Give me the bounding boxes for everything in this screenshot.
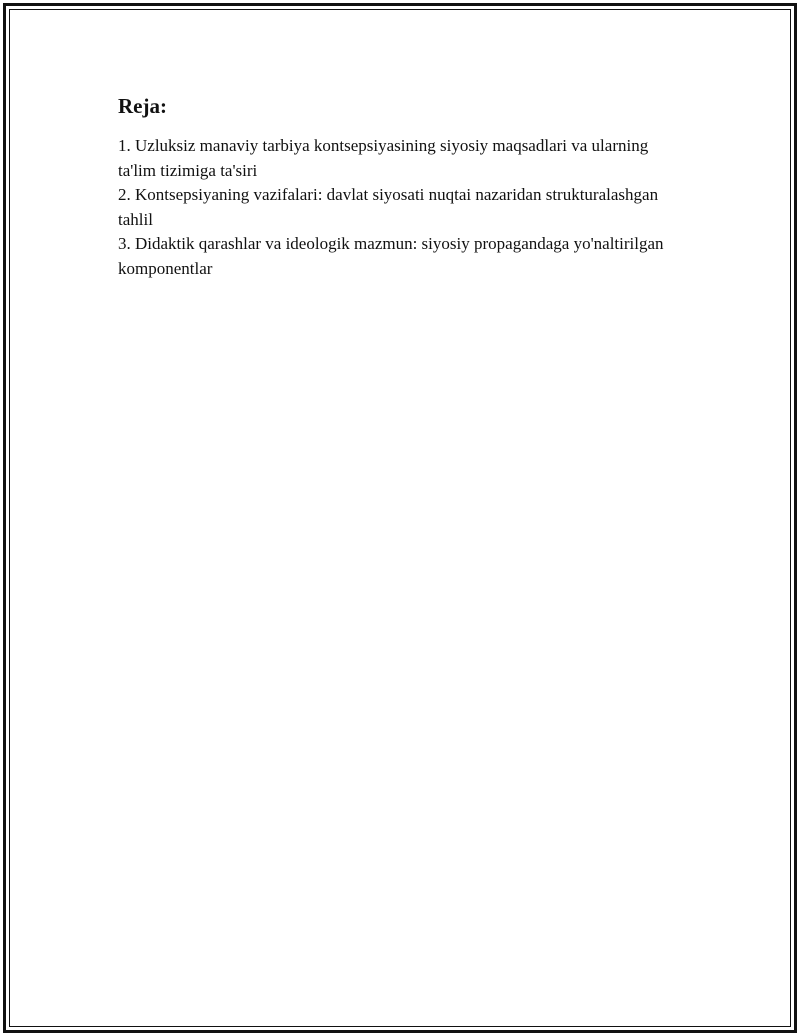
plan-heading: Reja: [118,94,167,118]
plan-list [118,134,678,281]
plan-item-1: 1. Uzluksiz manaviy tarbiya kontsepsiyasining siyosiy maqsadlari va ularning ta'lim tizimiga ta'siri [118,136,649,180]
plan-item-3: 3. Didaktik qarashlar va ideologik mazmun: siyosiy propagandaga yo'naltirilgan komponentlar [118,234,664,278]
document-body [118,92,678,281]
plan-item-2: 2. Kontsepsiyaning vazifalari: davlat siyosati nuqtai nazaridan strukturalashgan tahlil [118,185,659,229]
